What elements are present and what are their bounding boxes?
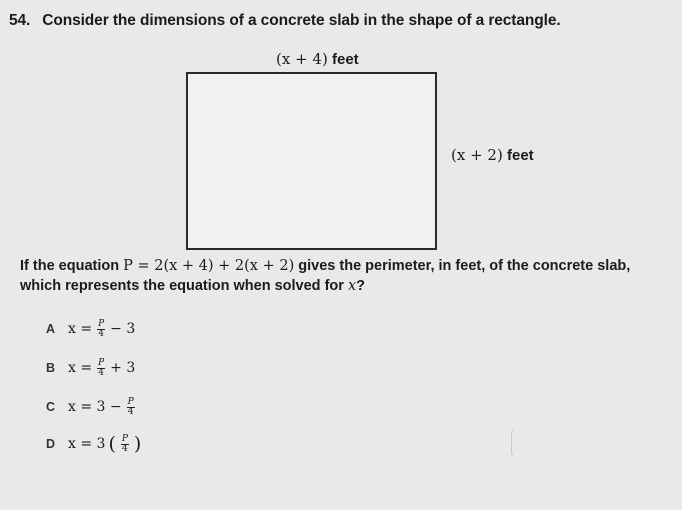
choice-lhs: x = 3 − — [68, 399, 122, 415]
stem-end: ? — [356, 278, 365, 294]
top-dimension-label — [276, 50, 359, 68]
choice-lhs: x = 3 — [68, 436, 106, 452]
choice-expression — [68, 320, 135, 339]
fraction-numerator: P — [98, 318, 105, 329]
right-paren: ) — [133, 433, 142, 455]
choice-expression — [68, 435, 141, 454]
concrete-slab-rectangle — [186, 72, 437, 250]
question-header — [9, 12, 561, 30]
fraction-numerator: P — [121, 433, 128, 444]
top-dimension-unit: feet — [331, 51, 359, 68]
stem-variable: x — [347, 278, 357, 294]
fraction-denominator: 4 — [98, 367, 104, 378]
stem-after: gives the perimeter, in feet, of the concrete slab, — [298, 258, 631, 274]
choice-lhs: x = — [68, 360, 93, 376]
choice-letter: A — [46, 322, 56, 336]
choice-fraction — [97, 359, 105, 378]
stem-before: If the equation — [20, 258, 120, 274]
fraction-numerator: P — [98, 357, 105, 368]
answer-choice-c[interactable] — [46, 395, 137, 419]
fraction-denominator: 4 — [98, 328, 104, 339]
answer-choice-b[interactable] — [46, 356, 135, 380]
question-prompt: Consider the dimensions of a concrete slab in the shape of a rectangle. — [42, 12, 561, 29]
faint-pencil-mark — [511, 428, 522, 458]
choice-letter: B — [46, 361, 56, 375]
right-dimension-label — [451, 146, 534, 164]
choice-expression — [68, 398, 137, 417]
choice-letter: D — [46, 437, 56, 451]
stem-line2-text: which represents the equation when solved for — [20, 278, 344, 294]
choice-fraction — [121, 435, 129, 454]
answer-choice-a[interactable] — [46, 317, 135, 341]
top-dimension-expression: (x + 4) — [276, 50, 328, 68]
choice-rest: + 3 — [110, 360, 136, 376]
question-number: 54. — [9, 12, 31, 29]
fraction-denominator: 4 — [122, 443, 128, 454]
question-stem — [20, 256, 670, 296]
answer-choice-d[interactable] — [46, 432, 141, 456]
choice-letter: C — [46, 400, 56, 414]
stem-line-1 — [20, 256, 670, 276]
fraction-numerator: P — [127, 396, 134, 407]
right-dimension-expression: (x + 2) — [451, 146, 503, 164]
choice-lhs: x = — [68, 321, 93, 337]
stem-line-2 — [20, 276, 670, 296]
perimeter-equation: P = 2(x + 4) + 2(x + 2) — [123, 258, 295, 274]
left-paren: ( — [108, 433, 116, 455]
choice-fraction — [127, 398, 135, 417]
fraction-denominator: 4 — [127, 406, 134, 417]
right-dimension-unit: feet — [506, 147, 534, 164]
choice-rest: − 3 — [110, 321, 136, 337]
choice-expression — [68, 359, 135, 378]
choice-fraction — [97, 320, 105, 339]
